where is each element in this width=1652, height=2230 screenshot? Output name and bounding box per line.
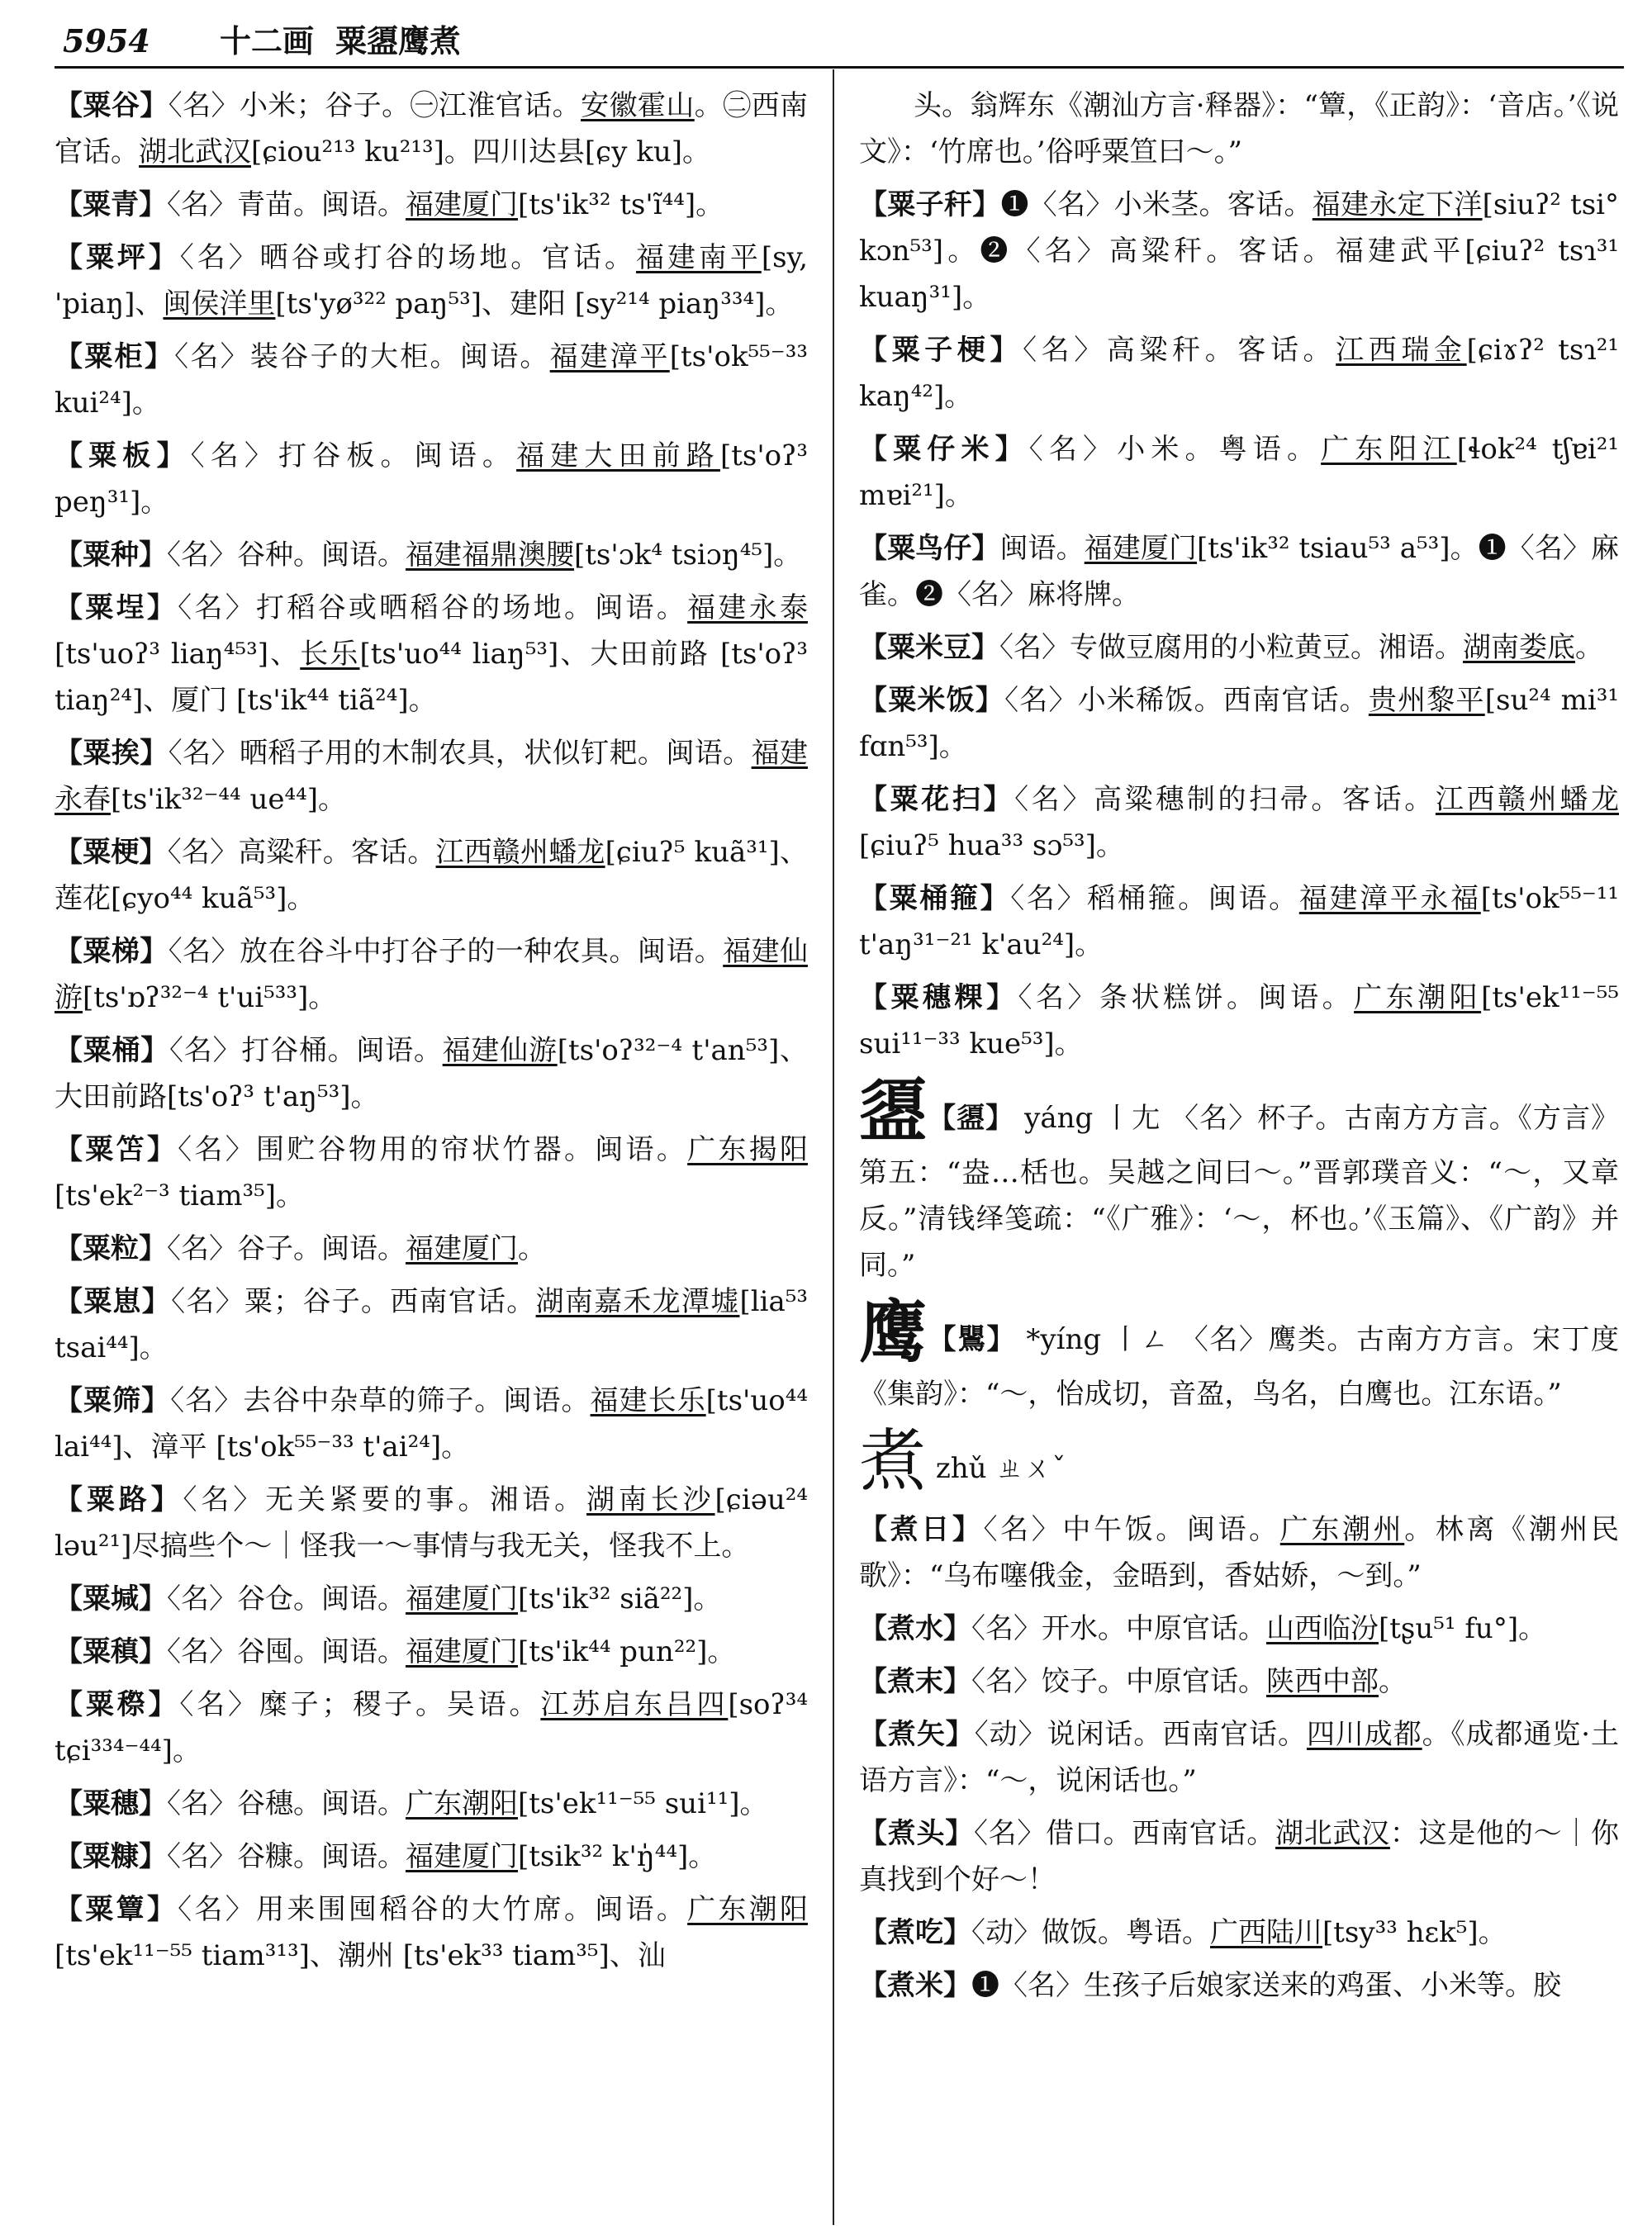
entry-definition: 〈名〉稻桶箍。闽语。: [1010, 882, 1299, 915]
dict-entry: [55, 235, 808, 327]
dict-entry: [55, 83, 808, 175]
entry-headword: 【粟桶箍】: [859, 882, 1011, 915]
dict-entry: [55, 1834, 808, 1880]
entry-headword: 【煮米】: [859, 1969, 971, 2002]
dict-entry: [55, 532, 808, 578]
entry-headword: 【粟种】: [55, 539, 167, 572]
entry-definition: 〈名〉谷糠。闽语。: [167, 1840, 406, 1873]
entry-definition: 〈名〉去谷中杂草的筛子。闽语。: [170, 1384, 591, 1417]
column-divider: [833, 69, 834, 2225]
entry-pronunciation: [ts'oʔ³²⁻⁴ t'an⁵³]、大田前路[ts'oʔ³ t'aŋ⁵³]。: [55, 1034, 808, 1113]
entry-definition: 〈名〉打稻谷或晒稻谷的场地。闽语。: [178, 591, 688, 624]
dict-entry: [55, 1886, 808, 1979]
entry-headword: 【煮日】: [859, 1513, 984, 1546]
entry-location: 福建福鼎澳腰: [406, 539, 574, 572]
entry-pronunciation: [tʂu⁵¹ fu°]。: [1379, 1612, 1547, 1645]
entry-headword: 【粟梗】: [55, 836, 168, 869]
entry-definition: ❶〈名〉小米茎。客话。: [1000, 188, 1313, 221]
dict-entry: [859, 182, 1619, 320]
entry-definition-mid: [ts'uoʔ³ liaŋ⁴⁵³]、: [55, 638, 301, 671]
dict-entry: [55, 1477, 808, 1569]
entry-definition: 〈名〉无关紧要的事。湘语。: [183, 1483, 587, 1516]
dict-entry: [55, 182, 808, 228]
entry-definition: 〈名〉晒稻子用的木制农具，状似钉耙。闽语。: [168, 737, 752, 770]
entry-definition: 〈名〉借口。西南官话。: [973, 1817, 1275, 1850]
entry-definition: 〈名〉谷穗。闽语。: [167, 1787, 406, 1820]
entry-definition: 〈名〉谷囤。闽语。: [167, 1635, 406, 1668]
entry-location: 福建大田前路: [516, 439, 720, 472]
entry-headword: 【煮末】: [859, 1665, 971, 1698]
entry-headword: 【粟路】: [55, 1483, 183, 1516]
entry-location: 山西临汾: [1266, 1612, 1379, 1645]
entry-definition: 〈名〉饺子。中原官话。: [971, 1665, 1266, 1698]
entry-definition: 〈名〉专做豆腐用的小粒黄豆。湘语。: [999, 631, 1463, 664]
dict-entry: [859, 1658, 1619, 1705]
entry-pronunciation: [ts'ik³² ts'ĩ⁴⁴]。: [518, 188, 724, 221]
entry-definition: 〈名〉谷子。闽语。: [167, 1232, 406, 1265]
entry-location: 福建厦门: [406, 1635, 518, 1668]
entry-definition: 〈名〉开水。中原官话。: [971, 1612, 1266, 1645]
entry-headword: 【粟埕】: [55, 591, 178, 624]
entry-definition: 〈名〉小米；谷子。㊀江淮官话。: [168, 89, 582, 122]
entry-definition: 〈名〉高粱秆。客话。: [167, 836, 436, 869]
entry-definition: 〈名〉谷仓。闽语。: [167, 1582, 406, 1616]
entry-location: 福建长乐: [590, 1384, 706, 1417]
page-characters: 粟盨鹰煮: [335, 22, 462, 59]
dict-entry: [55, 1781, 808, 1827]
dict-entry: [859, 1711, 1619, 1804]
entry-location: 福建漳平永福: [1298, 882, 1481, 915]
entry-location: 福建仙游: [55, 935, 809, 1014]
headchar-ying: 鹰: [859, 1293, 928, 1372]
pron-ying: *yíng 丨ㄥ: [1026, 1323, 1170, 1356]
entry-headword: 【粟子梗】: [859, 334, 1023, 367]
entry-location: 广东潮阳: [406, 1787, 518, 1820]
entry-pronunciation: [ts'ok⁵⁵⁻³³ kui²⁴]。: [55, 340, 809, 420]
dict-entry: [859, 875, 1619, 968]
dict-entry: [859, 426, 1619, 519]
entry-location: 广东潮州: [1279, 1513, 1405, 1546]
entry-headword: 【粟穗粿】: [859, 981, 1018, 1014]
entry-pronunciation: [ts'ek¹¹⁻⁵⁵ sui¹¹]。: [518, 1787, 768, 1820]
entry-definition: 〈名〉小米稀饭。西南官话。: [1004, 684, 1369, 717]
entry-definition: ❶〈名〉生孩子后娘家送来的鸡蛋、小米等。胶: [971, 1969, 1561, 2002]
entry-pronunciation: 。《成都通览·土语方言》：“～，说闲话也。”: [859, 1718, 1620, 1797]
entry-pronunciation: [tsik³² k'ŋ̍⁴⁴]。: [518, 1840, 717, 1873]
stroke-count-label: 十二画: [220, 22, 315, 59]
entry-definition: 〈动〉说闲话。西南官话。: [974, 1718, 1307, 1751]
entry-pronunciation: [ts'ik³² siã²²]。: [518, 1582, 722, 1616]
entry-pronunciation: [lia⁵³ tsai⁴⁴]。: [55, 1285, 809, 1364]
entry-headword: 【粟簟】: [55, 1893, 178, 1926]
entry-location: 湖南长沙: [586, 1483, 715, 1516]
entry-definition-mid: 。㊁西南官话。: [55, 89, 809, 168]
entry-location: 福建仙游: [442, 1034, 558, 1067]
entry-pronunciation: [ts'ek¹¹⁻⁵⁵ tiam³¹³]、潮州 [ts'ek³³ tiam³⁵]、汕: [55, 1939, 666, 1972]
entry-headword: 【粟堿】: [55, 1582, 167, 1616]
entry-pronunciation: ：这是他的～｜你真找到个好～！: [859, 1817, 1620, 1896]
entry-location-2: 闽侯洋里: [163, 287, 276, 320]
entry-pronunciation: [ts'ik³²⁻⁴⁴ ue⁴⁴]。: [111, 783, 347, 816]
entry-pronunciation: [ts'ik³² tsiau⁵³ a⁵³]。❶〈名〉麻雀。❷〈名〉麻将牌。: [859, 532, 1620, 611]
entry-definition: 〈名〉高粱秆。客话。: [1023, 334, 1336, 367]
entry-definition: 〈名〉中午饭。闽语。: [983, 1513, 1280, 1546]
def-yang: 〈名〉杯子。古南方方言。《方言》第五：“盎…栝也。吴越之间曰～。”晋郭璞音义：“～，又章反。”清钱绎笺疏：“《广雅》：‘～，杯也。’《玉篇》、《广韵》并同。”: [859, 1102, 1620, 1282]
entry-pronunciation: [ts'ɔk⁴ tsiɔŋ⁴⁵]。: [574, 539, 802, 572]
entry-pronunciation: [su²⁴ mi³¹ fɑn⁵³]。: [859, 684, 1620, 763]
dict-entry: [55, 1629, 808, 1675]
dict-entry: [859, 525, 1619, 618]
entry-location: 湖南娄底: [1463, 631, 1575, 664]
dict-entry: [55, 1226, 808, 1272]
entry-location: 江西瑞金: [1336, 334, 1467, 367]
entry-location: 四川成都: [1306, 1718, 1422, 1751]
entry-definition-mid: [sy, 'piaŋ]、: [55, 241, 809, 320]
entry-pronunciation: [ɕiɤʔ² tsɿ²¹ kaŋ⁴²]。: [859, 334, 1620, 413]
char-entry-yang: [859, 1074, 1619, 1288]
entry-headword: 【粟笘】: [55, 1133, 178, 1166]
pron-yang: yáng 丨尢: [1024, 1102, 1161, 1135]
dict-entry: [55, 829, 808, 922]
entry-pronunciation: [ts'ok⁵⁵⁻¹¹ t'aŋ³¹⁻²¹ k'au²⁴]。: [859, 882, 1620, 961]
dict-entry: [55, 1682, 808, 1774]
entry-pronunciation: [ts'yø³²² paŋ⁵³]、建阳 [sy²¹⁴ piaŋ³³⁴]。: [275, 287, 794, 320]
entry-headword: 【粟米饭】: [859, 684, 1005, 717]
entry-pronunciation: 。林离《潮州民歌》：“乌布噻俄金，金晤到，香姑娇，～到。”: [859, 1513, 1619, 1592]
dict-entry: [55, 1027, 808, 1120]
char-entry-zhu: [859, 1424, 1619, 1500]
entry-definition: 〈名〉打谷桶。闽语。: [169, 1034, 443, 1067]
entry-location: 福建厦门: [406, 1582, 518, 1616]
entry-pronunciation: 。: [1575, 631, 1603, 664]
entry-headword: 【粟花扫】: [859, 783, 1015, 816]
entry-definition: 〈名〉高粱穗制的扫帚。客话。: [1014, 783, 1436, 816]
entry-list-su: [859, 182, 1619, 1067]
dict-entry: [55, 1576, 808, 1622]
dict-entry: [55, 928, 808, 1021]
entry-headword: 【煮矢】: [859, 1718, 975, 1751]
entry-definition: 〈名〉青苗。闽语。: [167, 188, 406, 221]
entry-definition: 〈名〉粟；谷子。西南官话。: [171, 1285, 536, 1318]
trad-form-yang: 【盨】: [928, 1102, 1015, 1135]
entry-headword: 【粟穗】: [55, 1787, 167, 1820]
entry-list-zhu: [859, 1506, 1619, 2009]
entry-headword: 【粟穄】: [55, 1688, 180, 1721]
entry-pronunciation: [ts'ik⁴⁴ pun²²]。: [518, 1635, 736, 1668]
entry-headword: 【粟青】: [55, 188, 167, 221]
entry-headword: 【粟梯】: [55, 935, 169, 968]
entry-pronunciation: [siuʔ² tsi° kɔn⁵³]。❷〈名〉高粱秆。客话。福建武平[ɕiuʔ² tsɿ³¹ kuaŋ³¹]。: [859, 188, 1620, 314]
entry-pronunciation: [ɕiuʔ⁵ hua³³ sɔ⁵³]。: [859, 829, 1124, 862]
entry-location: 福建永春: [55, 737, 809, 816]
entry-headword: 【粟仔米】: [859, 433, 1029, 466]
entry-location: 安徽霍山: [581, 89, 695, 122]
entry-location-2: 长乐: [300, 638, 360, 671]
entry-pronunciation: [soʔ³⁴ tɕi³³⁴⁻⁴⁴]。: [55, 1688, 809, 1767]
entry-headword: 【煮吃】: [859, 1916, 971, 1949]
left-column: [55, 83, 808, 1986]
continued-text: 头。翁辉东《潮汕方言·释器》：“簟，《正韵》：‘音店。’《说文》：‘竹席也。’俗呼粟笪曰～。”: [859, 89, 1619, 168]
dict-entry: [55, 334, 808, 426]
dict-entry: [859, 677, 1619, 770]
entry-location: 江西赣州蟠龙: [1435, 783, 1619, 816]
entry-location: 广西陆川: [1210, 1916, 1322, 1949]
entry-headword: 【粟子秆】: [859, 188, 1001, 221]
dict-entry: [859, 624, 1619, 671]
dict-entry: [859, 1962, 1619, 2009]
entry-definition: 〈名〉用来围囤稻谷的大竹席。闽语。: [178, 1893, 688, 1926]
entry-pronunciation: [ɕiuʔ⁵ kuã³¹]、莲花[ɕyo⁴⁴ kuã⁵³]。: [55, 836, 808, 915]
entry-definition: 〈名〉围贮谷物用的帘状竹器。闽语。: [178, 1133, 688, 1166]
entry-headword: 【粟挨】: [55, 737, 169, 770]
entry-headword: 【粟糠】: [55, 1840, 167, 1873]
headchar-yang: 盨: [859, 1072, 928, 1151]
dict-entry: [55, 585, 808, 724]
entry-location: 江西赣州蟠龙: [435, 836, 605, 869]
entry-headword: 【煮头】: [859, 1817, 974, 1850]
entry-location: 广东潮阳: [687, 1893, 809, 1926]
dict-entry: [859, 1810, 1619, 1903]
page-header: [55, 17, 1624, 69]
dict-entry: [859, 776, 1619, 869]
entry-headword: 【粟桶】: [55, 1034, 170, 1067]
entry-definition: 闽语。: [999, 532, 1085, 565]
entry-headword: 【粟米豆】: [859, 631, 999, 664]
entry-location: 福建永定下洋: [1312, 188, 1483, 221]
entry-pronunciation: [ts'ɒʔ³²⁻⁴ t'ui⁵³³]。: [83, 981, 337, 1014]
dict-entry: [55, 730, 808, 823]
entry-pronunciation: [ɕiəu²⁴ ləu²¹]尽搞些个～｜怪我一～事情与我无关，怪我不上。: [55, 1483, 809, 1563]
entry-location: 广东阳江: [1321, 433, 1457, 466]
entry-headword: 【粟板】: [55, 439, 191, 472]
entry-location: 广东潮阳: [1354, 981, 1482, 1014]
entry-definition: 〈名〉条状糕饼。闽语。: [1018, 981, 1355, 1014]
dict-entry: [55, 1378, 808, 1470]
entry-headword: 【粟鸟仔】: [859, 532, 1000, 565]
entry-definition: 〈名〉放在谷斗中打谷子的一种农具。闽语。: [168, 935, 724, 968]
entry-definition: 〈动〉做饭。粤语。: [971, 1916, 1210, 1949]
entry-pronunciation: [ts'uo⁴⁴ liaŋ⁵³]、大田前路 [ts'oʔ³ tiaŋ²⁴]、厦门 [ts'ik⁴⁴ tiã²⁴]。: [55, 638, 809, 717]
entry-pronunciation: [ts'uo⁴⁴ lai⁴⁴]、漳平 [ts'ok⁵⁵⁻³³ t'ai²⁴]。: [55, 1384, 809, 1464]
entry-definition: 〈名〉糜子；稷子。吴语。: [179, 1688, 541, 1721]
dict-entry: [859, 1606, 1619, 1652]
entry-pronunciation: 。: [518, 1232, 546, 1265]
entry-pronunciation: 。: [1379, 1665, 1407, 1698]
entry-location: 湖北武汉: [1275, 1817, 1390, 1850]
entry-pronunciation: [ɕiou²¹³ ku²¹³]。四川达县[ɕy ku]。: [251, 135, 710, 168]
entry-headword: 【粟坪】: [55, 241, 180, 274]
entry-location: 湖南嘉禾龙潭墟: [535, 1285, 740, 1318]
pron-zhu: zhǔ ㄓㄨˇ: [935, 1452, 1066, 1485]
dict-entry: [55, 1279, 808, 1371]
dict-entry: [55, 1127, 808, 1219]
entry-definition: 〈名〉装谷子的大柜。闽语。: [174, 340, 550, 373]
entry-location: 福建厦门: [406, 188, 518, 221]
entry-location: 广东揭阳: [687, 1133, 809, 1166]
entry-location-2: 湖北武汉: [139, 135, 251, 168]
entry-headword: 【粟谷】: [55, 89, 169, 122]
entry-headword: 【粟粒】: [55, 1232, 167, 1265]
entry-headword: 【粟稹】: [55, 1635, 167, 1668]
trad-form-ying: 【鸎】: [928, 1323, 1017, 1356]
entry-location: 福建厦门: [406, 1232, 518, 1265]
entry-headword: 【粟柜】: [55, 340, 175, 373]
entry-headword: 【煮水】: [859, 1612, 971, 1645]
entry-pronunciation: [ts'ek¹¹⁻⁵⁵ sui¹¹⁻³³ kue⁵³]。: [859, 981, 1620, 1060]
entry-location: 福建厦门: [406, 1840, 518, 1873]
entry-location: 江苏启东吕四: [540, 1688, 729, 1721]
page-number: 5954: [63, 22, 150, 59]
entry-definition: 〈名〉打谷板。闽语。: [190, 439, 517, 472]
entry-location: 贵州黎平: [1368, 684, 1485, 717]
right-column: [859, 83, 1619, 2015]
entry-pronunciation: [ts'oʔ³ peŋ³¹]。: [55, 439, 809, 519]
dict-entry: [859, 327, 1619, 420]
dict-entry: [859, 975, 1619, 1067]
dict-entry: [55, 433, 808, 525]
def-ying: 〈名〉鹰类。古南方方言。宋丁度《集韵》：“～，怡成切，音盈，鸟名，白鹰也。江东语。”: [859, 1323, 1619, 1411]
dict-entry: [859, 1910, 1619, 1956]
entry-headword: 【粟筛】: [55, 1384, 171, 1417]
dict-entry: [859, 1506, 1619, 1599]
entry-pronunciation: [ts'ek²⁻³ tiam³⁵]。: [55, 1179, 305, 1212]
entry-definition: 〈名〉晒谷或打谷的场地。官话。: [179, 241, 637, 274]
entry-pronunciation: [ɬok²⁴ tʃɐi²¹ mɐi²¹]。: [859, 433, 1620, 512]
char-entry-ying: [859, 1295, 1619, 1417]
entry-location: 福建南平: [636, 241, 762, 274]
entry-definition: 〈名〉小米。粤语。: [1028, 433, 1322, 466]
entry-headword: 【粟崽】: [55, 1285, 172, 1318]
entry-location: 福建永泰: [687, 591, 809, 624]
entry-location: 陕西中部: [1266, 1665, 1379, 1698]
entry-location: 福建厦门: [1084, 532, 1198, 565]
entry-definition: 〈名〉谷种。闽语。: [167, 539, 406, 572]
entry-pronunciation: [tsy³³ hɛk⁵]。: [1322, 1916, 1507, 1949]
entry-location: 福建漳平: [549, 340, 670, 373]
headchar-zhu: 煮: [859, 1422, 928, 1501]
